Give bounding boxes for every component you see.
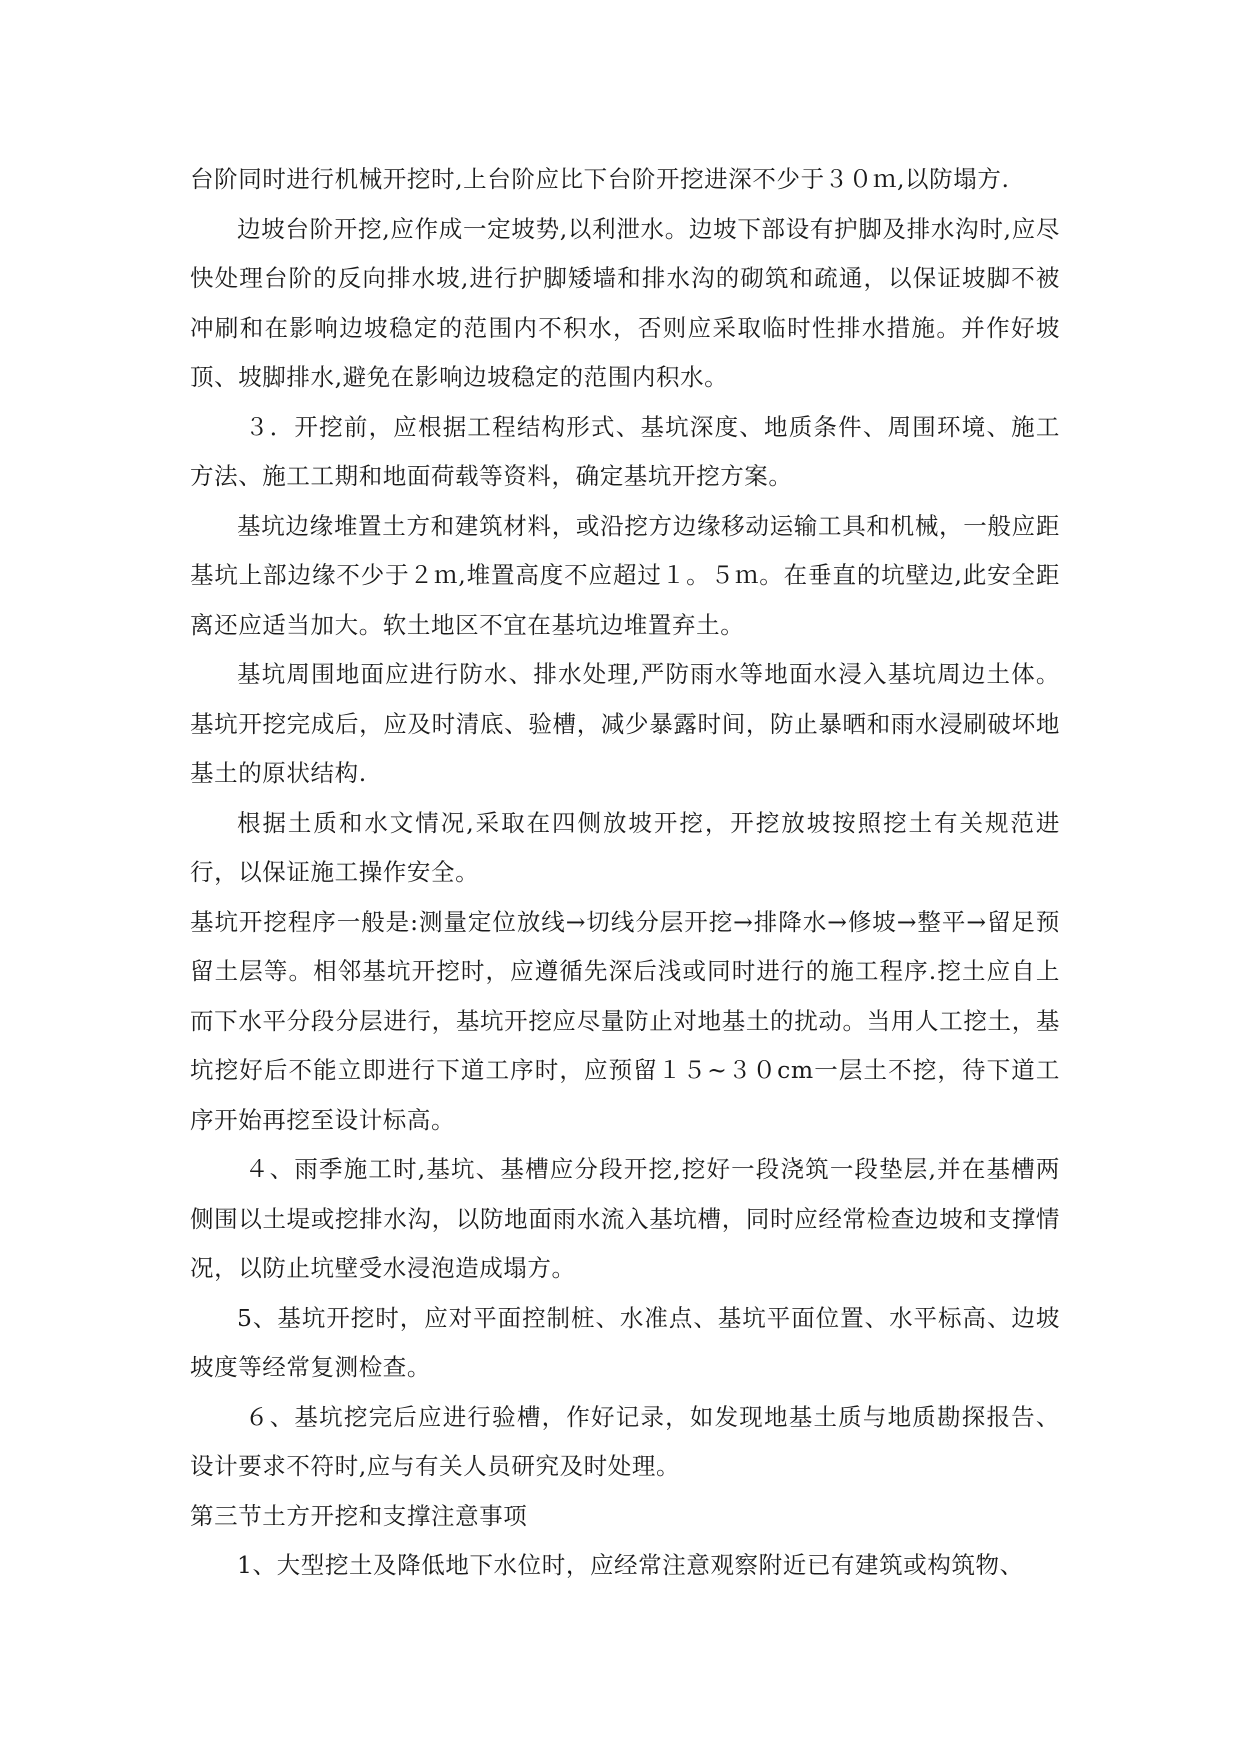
section-heading-3: 第三节土方开挖和支撑注意事项 <box>190 1501 528 1530</box>
paragraph-pit-edge-stockpile: 基坑边缘堆置土方和建筑材料，或沿挖方边缘移动运输工具和机械，一般应距基坑上部边缘不少于２ｍ,堆置高度不应超过１。５ｍ。在垂直的坑壁边,此安全距离还应适当加大。软土地区不宜在基坑边堆置弃土。 <box>190 511 1060 639</box>
paragraph-slope-excavation: 根据土质和水文情况,采取在四侧放坡开挖，开挖放坡按照挖土有关规范进行，以保证施工操作安全。 <box>190 808 1060 886</box>
paragraph-item-6-inspection: ６、基坑挖完后应进行验槽，作好记录，如发现地基土质与地质勘探报告、设计要求不符时,应与有关人员研究及时处理。 <box>190 1402 1060 1480</box>
paragraph-excavation-procedure: 基坑开挖程序一般是:测量定位放线→切线分层开挖→排降水→修坡→整平→留足预留土层等。相邻基坑开挖时，应遵循先深后浅或同时进行的施工程序.挖土应自上而下水平分段分层进行，基坑开挖应尽量防止对地基土的扰动。当用人工挖土，基坑挖好后不能立即进行下道工序时，应预留１５~３０cm一层土不挖，待下道工序开始再挖至设计标高。 <box>190 907 1060 1134</box>
paragraph-item-5-survey-check: 5、基坑开挖时，应对平面控制桩、水准点、基坑平面位置、水平标高、边坡坡度等经常复测检查。 <box>190 1303 1060 1381</box>
paragraph-surface-waterproofing: 基坑周围地面应进行防水、排水处理,严防雨水等地面水浸入基坑周边土体。基坑开挖完成后，应及时清底、验槽，减少暴露时间，防止暴晒和雨水浸刷破坏地基土的原状结构. <box>190 660 1060 787</box>
paragraph-slope-drainage: 边坡台阶开挖,应作成一定坡势,以利泄水。边坡下部设有护脚及排水沟时,应尽快处理台阶的反向排水坡,进行护脚矮墙和排水沟的砌筑和疏通，以保证坡脚不被冲刷和在影响边坡稳定的范围内不积水，否则应采取临时性排水措施。并作好坡顶、坡脚排水,避免在影响边坡稳定的范围内积水。 <box>190 214 1060 391</box>
paragraph-item-3-before-excavation: ３．开挖前，应根据工程结构形式、基坑深度、地质条件、周围环境、施工方法、施工工期和地面荷载等资料，确定基坑开挖方案。 <box>190 412 1060 490</box>
document-body <box>190 155 1060 1591</box>
paragraph-excavation-step-note: 台阶同时进行机械开挖时,上台阶应比下台阶开挖进深不少于３０ｍ,以防塌方. <box>190 165 1010 193</box>
paragraph-item-4-rainy-season: ４、雨季施工时,基坑、基槽应分段开挖,挖好一段浇筑一段垫层,并在基槽两侧围以土堤或挖排水沟，以防地面雨水流入基坑槽，同时应经常检查边坡和支撑情况，以防止坑壁受水浸泡造成塌方。 <box>190 1155 1060 1282</box>
paragraph-item-1-large-excavation: 1、大型挖土及降低地下水位时，应经常注意观察附近已有建筑或构筑物、 <box>237 1551 1024 1579</box>
